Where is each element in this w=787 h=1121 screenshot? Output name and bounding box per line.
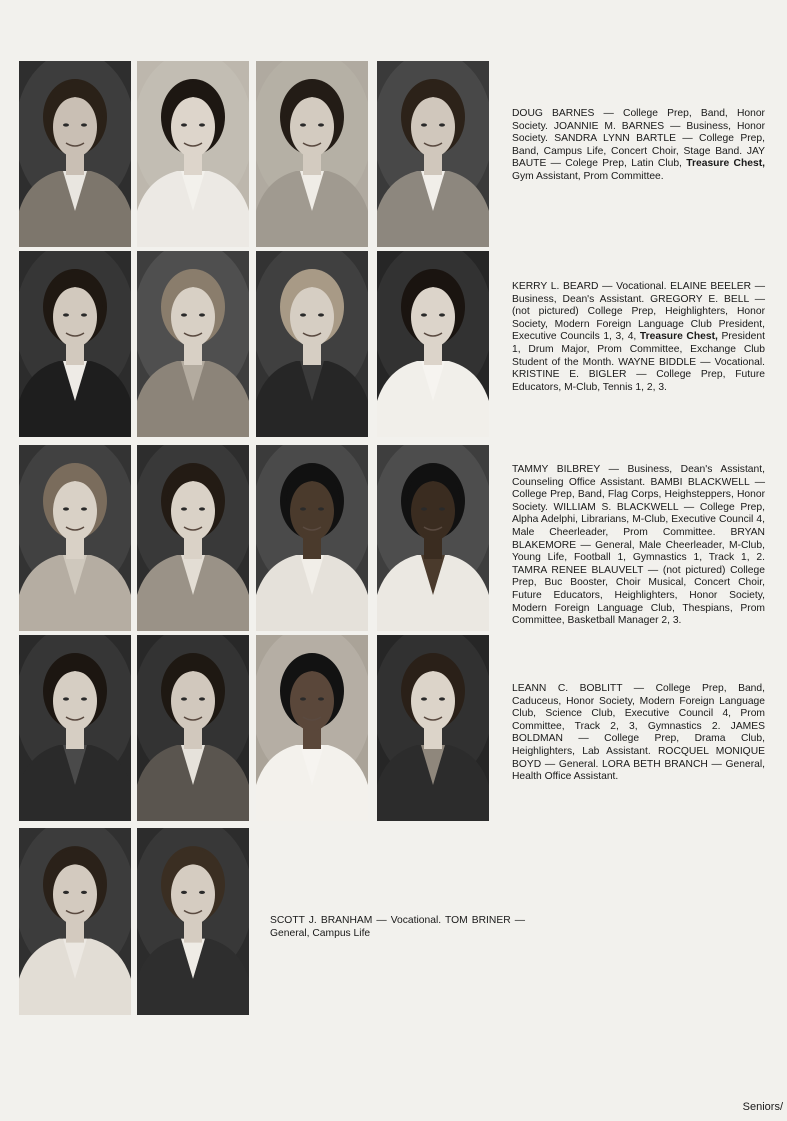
page-footer: Seniors/ xyxy=(742,1101,783,1113)
student-caption xyxy=(512,108,765,184)
caption-text: DOUG BARNES — College Prep, Band, Honor Society. JOANNIE M. BARNES — Business, Honor Society. SANDRA LYNN BARTLE — College Prep, Band, Campus Life, Concert Choir, Stage Band. JAY BAUTE — Colege Prep, Latin Club, xyxy=(512,108,765,170)
student-portrait xyxy=(256,251,368,437)
student-portrait xyxy=(19,828,131,1015)
student-portrait xyxy=(19,445,131,631)
caption-text: President 1, Drum Major, Prom Committee, Exchange Club Student of the Month. WAYNE BIDDLE — Vocational. KRISTINE E. BIGLER — College Prep, Future Educators, M-Club, Tennis 1, 2, 3. xyxy=(512,331,765,393)
publication-name: Treasure Chest, xyxy=(639,331,718,343)
publication-name: Treasure Chest, xyxy=(686,158,766,170)
caption-text: KERRY L. BEARD — Vocational. ELAINE BEELER — Business, Dean's Assistant. GREGORY E. BELL — (not pictured) College Prep, Heighlighters, Honor Society, Modern Foreign Language Club President, Executive Councils 1, 3, 4, xyxy=(512,281,765,343)
student-portrait xyxy=(377,635,489,821)
caption-text: LEANN C. BOBLITT — College Prep, Band, Caduceus, Honor Society, Modern Foreign Language Club, Science Club, Executive Council 4, Prom Committee, Track 2, 3, Gymnastics 2. JAMES BOLDMAN — College Prep, Drama Club, Heighlighters, Lab Assistant. ROCQUEL MONIQUE BOYD — General. LORA BETH BRANCH — General, Health Office Assistant. xyxy=(512,683,765,783)
student-portrait xyxy=(256,445,368,631)
student-portrait xyxy=(137,445,249,631)
student-portrait xyxy=(137,828,249,1015)
student-caption xyxy=(512,281,765,394)
student-portrait xyxy=(377,445,489,631)
student-portrait xyxy=(377,251,489,437)
student-caption xyxy=(512,683,765,784)
student-portrait xyxy=(137,61,249,247)
student-portrait xyxy=(377,61,489,247)
caption-text: SCOTT J. BRANHAM — Vocational. TOM BRINER — General, Campus Life xyxy=(270,915,525,939)
student-portrait xyxy=(19,635,131,821)
caption-text: Gym Assistant, Prom Committee. xyxy=(512,170,664,182)
student-caption xyxy=(512,464,765,628)
student-caption xyxy=(270,915,525,940)
student-portrait xyxy=(256,635,368,821)
student-portrait xyxy=(137,251,249,437)
student-portrait xyxy=(19,251,131,437)
caption-text: TAMMY BILBREY — Business, Dean's Assistant, Counseling Office Assistant. BAMBI BLACKWELL — College Prep, Band, Flag Corps, Heighsteppers, Honor Society. WILLIAM S. BLACKWELL — College Prep, Alpha Adelphi, Librarians, M-Club, Executive Council 4, Male Cheerleader, Prom Committee. BRYAN BLAKEMORE — General, Male Cheerleader, M-Club, Young Life, Football 1, Gymnastics 1, Track 1, 2. TAMRA RENEE BLAUVELT — (not pictured) College Prep, Buc Booster, Choir Musical, Concert Choir, Future Educators, Heighlighters, Honor Society, Modern Foreign Language Club, Thespians, Prom Committee, Basketball Manager 2, 3. xyxy=(512,464,765,627)
student-portrait xyxy=(137,635,249,821)
student-portrait xyxy=(19,61,131,247)
student-portrait xyxy=(256,61,368,247)
